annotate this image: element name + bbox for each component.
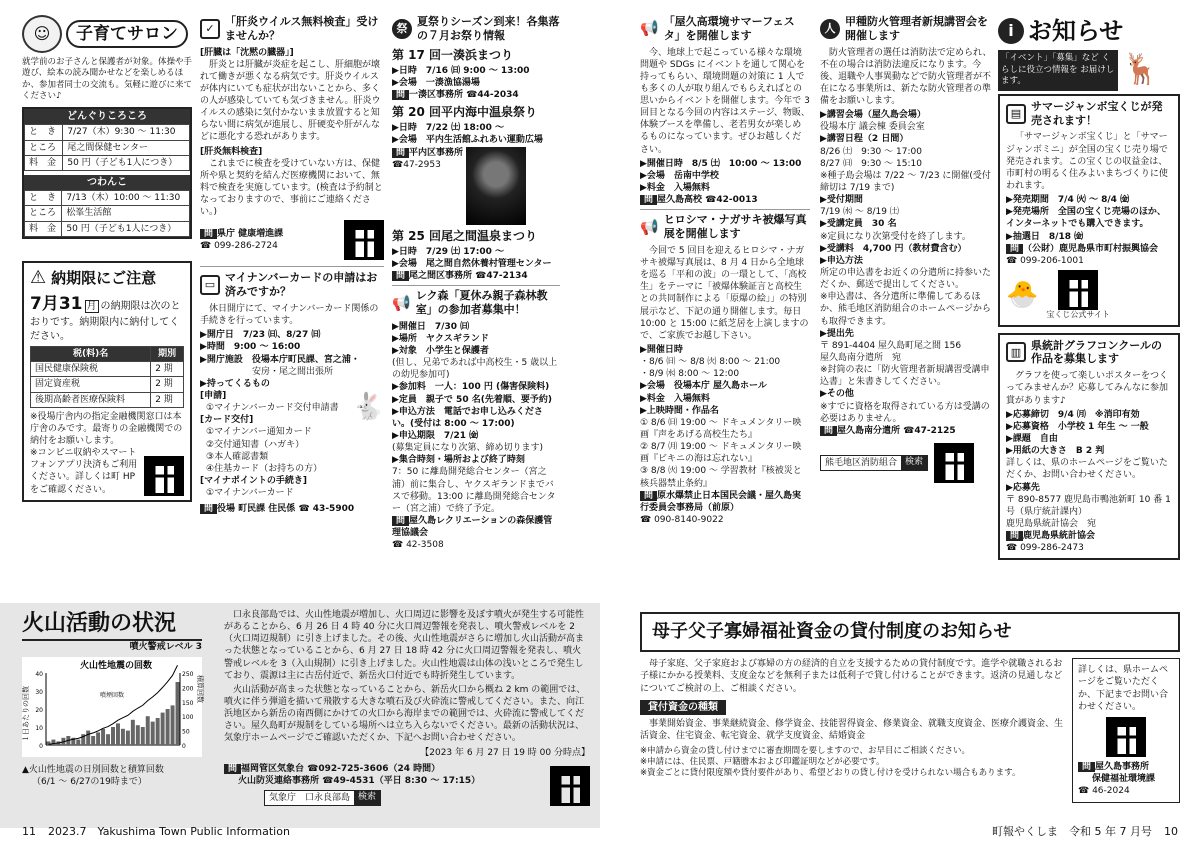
chart-bar (121, 729, 125, 745)
fire-search-text: 熊毛地区消防組合 (825, 457, 898, 468)
graph-title: 県統計グラフコンクールの作品を募集します (1031, 338, 1163, 366)
left-col-2 (200, 15, 384, 600)
fund-section: 母子父子寡婦福祉資金の貸付制度のお知らせ 母子家庭、父子家庭および寡婦の方の経済的自立を支援するための貸付制度です。進学や就職されるお子様にかかる授業料、支度金などを無利子または低利子で貸し付けることができます。返済の見通しなどについてご検討の上、ご相談ください。 貸付資金の種類 事業開始資金、事業継続資金、修学資金、技能習得資金、修業資金、就職支度資金、医療介護資金、生活資金、住宅資金、転宅資金、就学支度資金、結婚資金 ※申請から資金の貸し付けまでに審査期間を要しますので、お早目にご相談ください。 ※申請には、住民票、戸籍謄本および印鑑証明などが必要です。 ※資金ごとに貸付限度額や貸付要件があり、希望どおりの貸し付けを受けられない場合もあります。 詳しくは、県ホームページをご覧いただくか、下記までお問い合わせください。 問 屋久島事務所 保健福祉環境課 ☎ 46-2024 (640, 612, 1180, 822)
table-cell: 固定資産税 (31, 377, 151, 392)
fire-contact: 屋久島南分遣所 (837, 425, 901, 436)
mynum-l3: ▶開庁施設 役場本庁町民課、宮之浦・ (200, 354, 360, 365)
right-col-1 (640, 15, 810, 600)
table-row (25, 155, 190, 170)
y2-tick-label: 0 (182, 742, 186, 750)
list-item: ③ 8/8 ㈫ 19:00 ～ 学習教材『核被災と核兵器禁止条約』 (640, 466, 802, 489)
contact-badge: 問 (200, 504, 217, 514)
news-title: お知らせ (1028, 17, 1124, 45)
y-tick-label: 10 (35, 724, 43, 732)
tax-date: 7月31 (30, 294, 83, 315)
chart-bar (96, 732, 100, 745)
list-item: ※封筒の表に「防火管理者新規講習受講申込書」と朱書きしてください。 (820, 365, 990, 388)
mynum-k2c: ③本人確認書類 (206, 451, 269, 462)
volcano-chart (22, 657, 202, 757)
fund-types: 事業開始資金、事業継続資金、修学資金、技能習得資金、修業資金、就職支度資金、医療介護資金、生活資金、住宅資金、転宅資金、就学支度資金、結婚資金 (640, 719, 1064, 742)
fes-para: 今、地球上で起こっている様々な環境問題や SDGs にイベントを通して関心を持ってもらい、環境問題の対策に 1 人でも多くの人が取り組んでもらえればとの思いからイベントを開催します。今年で 3 回目となる今回の内容はステージ、物販、体験ブースを準備し、老若男女が楽しめるものになっています。ぜひお越しください。 (640, 47, 810, 155)
left-col-3 (392, 15, 560, 600)
tax-deadline-section (22, 261, 192, 502)
list-item: ② 8/7 ㈪ 19:00 ～ ドキュメンタリー映画『ビキニの海は忘れない』 (640, 442, 802, 465)
chart-bar (166, 709, 170, 745)
left-col-1 (22, 15, 192, 600)
list-item: ※申請には、住民票、戸籍謄本および印鑑証明などが必要です。 (640, 756, 885, 767)
table-row (31, 377, 184, 392)
table-cell: 松峯生活館 (62, 206, 190, 221)
hiro-lines (640, 344, 810, 490)
fes-contact: 屋久島高校 (657, 195, 703, 206)
mynum-k1a: ①マイナンバーカード交付申請書 (206, 403, 339, 414)
chart-bar (136, 725, 140, 745)
qr-code[interactable] (144, 456, 184, 496)
right-col-3 (998, 15, 1180, 600)
tax-dow: 月 (86, 301, 97, 313)
list-item: (募集定員になり次第、締め切ります) (392, 443, 544, 454)
list-item: ▶会場 役場本庁 屋久島ホール (640, 381, 767, 392)
volcano-search-text: 気象庁 口永良部島 (269, 792, 351, 803)
matsuri-title: 夏祭りシーズン到来！各集落の７月お祭り情報 (417, 15, 560, 42)
table-cell: 料 金 (25, 155, 63, 170)
fest-3-tel: 47-2134 (486, 271, 528, 282)
search-button[interactable]: 検索 (901, 456, 927, 470)
summer-festa-section: 📢 「屋久高環境サマーフェスタ」を開催します 今、地球上で起こっている様々な環境問題や SDGs にイベントを通して関心を持ってもらい、環境問題の対策に 1 人でも多くの人が取り組んでもらえればとの思いからイベントを開催します。今年で 3 回目となる今回の内容はステージ、物販、体験ブースを準備し、老若男女が楽しめるものになっています。ぜひお越しください。 ▶開催日時 8/5 ㈯ 10:00 ～ 13:00 ▶会場 岳南中学校 ▶料金 入場無料 問 屋久島高校 ☎42-0013 (640, 15, 810, 206)
chart-bar (146, 716, 150, 745)
list-item: ▶提出先 (820, 328, 854, 339)
chart-title: 火山性地震の回数 (80, 660, 153, 671)
table-cell: と き (25, 125, 63, 140)
y2-tick-label: 250 (182, 670, 194, 678)
fire-title: 甲種防火管理者新規講習会を開催します (845, 15, 988, 42)
contact-badge: 問 (392, 90, 409, 100)
hep-para-1: 肝炎とは肝臓が炎症を起こし、肝細胞が壊れて働きが悪くなる病気です。肝炎ウイルスが体内にいても症状が出ないことから、多くの人が感染していても気づきません。肝炎ウイルスの感染に気付かないまま放置すると知らない間に病気が進展し、肝硬変や肝がんなどに悪化する恐れがあります。 (200, 59, 381, 143)
graph-para: グラフを使って楽しいポスターをつくってみませんか？応募してみんなに参加賞があります♪ (1006, 371, 1169, 406)
table-cell: 料 金 (25, 221, 62, 236)
chart-bar (151, 721, 155, 744)
fund-tel: 46-2024 (1092, 786, 1130, 797)
fest-3-date: ▶日時 7/29 ㈯ 17:00 ～ (392, 246, 505, 257)
list-item: ▶定員 親子で 50 名(先着順、要予約) (392, 394, 552, 405)
fes-date: ▶開催日時 8/5 ㈯ 10:00 ～ 13:00 (640, 158, 802, 169)
list-item: 役場本庁 議会棟 委員会室 (820, 122, 925, 133)
list-item: 〒 891-4404 屋久島町尾之間 156 (820, 340, 962, 351)
chart-bar (86, 730, 90, 744)
list-item: ▶開催日時 (640, 344, 683, 355)
fund-notes (640, 746, 1064, 780)
volcano-tel-2: 49-4531（平日 8:30 ～ 17:15） (333, 775, 481, 786)
contact-badge: 問 (200, 229, 217, 239)
y2-tick-label: 150 (182, 699, 194, 707)
y2-tick-label: 100 (182, 714, 194, 722)
megaphone-icon: 📢 (640, 217, 659, 236)
list-item: ※すでに資格を取得されている方は受講の必要はありません。 (820, 401, 990, 424)
fund-contact: 屋久島事務所 (1095, 761, 1150, 772)
chart-bar (141, 727, 145, 745)
jumbo-section: ▤ サマージャンボ宝くじが発売されます！ 「サマージャンボ宝くじ」と「サマージャンボミニ」が全国の宝くじ売り場で発売されます。この宝くじの収益金は、市町村の明るく住みよいまちづくりに使われます。 ▶発売期間 7/4 ㈫ ～ 8/4 ㈮ ▶発売場所 全国の宝くじ売場のほか、インターネットでも購入できます。 ▶抽選日 8/18 ㈮ 問 （公財）鹿児島県市町村振興協会 ☎ 099-206-1001 🐣 宝くじ公式サイト (998, 94, 1180, 327)
list-item: 屋久島南分遣所 宛 (820, 353, 902, 364)
checkbox-icon: ✓ (200, 19, 220, 39)
y2-tick-label: 50 (182, 728, 190, 736)
fest-2-place: ▶会場 平内生活館ふれあい運動広場 (392, 135, 543, 146)
table-cell: 後期高齢者医療保険料 (31, 392, 151, 407)
mynum-title: マイナンバーカードの申請はお済みですか？ (225, 271, 378, 299)
fest-1-contact: 一湊区事務所 (409, 89, 464, 100)
mynum-contact: 役場 町民課 住民係 (217, 504, 296, 515)
volcano-level: 噴火警戒レベル 3 (22, 639, 202, 653)
tax-lead: の納期限は次のとおりです。納期限内に納付してください。 (30, 301, 181, 342)
list-item: 〒 890-8577 鹿児島市鴨池新町 10 番 1 号（県庁統計課内） (1006, 494, 1171, 517)
chart-annotation: 噴煙回数 (100, 691, 125, 699)
list-item: 鹿児島県統計協会 宛 (1006, 518, 1097, 529)
table-cell: 国民健康保険税 (31, 362, 151, 377)
list-item: (但し、兄弟であれば中高校生・5 歳以上の幼児参加可) (392, 358, 558, 381)
table-cell: 50 円（子ども1人につき） (63, 155, 190, 170)
fest-1-tel: 44-2034 (477, 89, 519, 100)
hiro-tel: 090-8140-9022 (654, 514, 724, 525)
table-cell: 7/27（木）9:30 ～ 11:30 (63, 125, 190, 140)
chart-bar (176, 682, 180, 745)
chart-ylabel: １日あたりの回数 (22, 685, 30, 742)
tax-table (30, 346, 184, 408)
volcano-contact-1: 福岡管区気象台 (241, 763, 305, 774)
salon-title: 子育てサロン (66, 20, 188, 49)
list-item: 7：50 に離島開発総合センター（宮之浦）前に集合し、ヤクスギランドまでバスで移動。13:00 に離島開発総合センター（宮之浦）で終了予定。 (392, 467, 556, 514)
list-item: 7/19 ㈬ ～ 8/19 ㈯ (820, 207, 899, 218)
info-icon: i (998, 18, 1024, 44)
phone-icon: ☎ (200, 241, 215, 252)
list-item: ▶その他 (820, 389, 854, 400)
chart-bar (76, 739, 80, 744)
contact-badge: 問 (640, 491, 657, 501)
tax-note-1: ※役場庁舎内の指定金融機関窓口は本庁舎のみです。最寄りの金融機関での納付をお願いします。 (30, 411, 183, 446)
fes-title: 「屋久高環境サマーフェスタ」を開催します (663, 15, 795, 42)
fund-sub: 貸付資金の種類 (640, 700, 726, 716)
chart-bar (131, 720, 135, 745)
lottery-mascot: 🐣 (1006, 279, 1039, 310)
list-item: ・8/6 ㈰ ～ 8/8 ㈫ 8:00 ～ 21:00 (640, 357, 781, 368)
table-cell: 2 期 (151, 377, 184, 392)
tax-title: 納期限にご注意 (51, 268, 157, 287)
table-row (25, 191, 190, 206)
chart-bar (171, 705, 175, 745)
fest-3-contact: 尾之間区事務所 (409, 271, 473, 282)
list-item: ▶講習会場（屋久島会場） (820, 110, 926, 121)
hiro-title: ヒロシマ・ナガサキ被爆写真展を開催します (663, 213, 807, 241)
list-item: ・8/9 ㈬ 8:00 ～ 12:00 (640, 369, 740, 380)
table-cell: 2 期 (151, 362, 184, 377)
list-item: ▶料金 入場無料 (640, 393, 710, 404)
volcano-tel-1: 092-725-3606（24 時間） (318, 763, 441, 774)
list-item: ▶申込方法 (820, 255, 863, 266)
list-item: ▶用紙の大きさ B 2 判 (1006, 446, 1105, 457)
jumbo-qr-label: 宝くじ公式サイト (1046, 309, 1110, 319)
graph-contact: 鹿児島県統計協会 (1023, 531, 1096, 542)
list-item: ▶発売期間 7/4 ㈫ ～ 8/4 ㈮ (1006, 195, 1130, 206)
table-cell: 7/13（木）10:00 ～ 11:30 (62, 191, 190, 206)
table-cell: ところ (25, 140, 63, 155)
contact-badge: 問 (1006, 531, 1023, 541)
fest-1-date: ▶日時 7/16 ㈰ 9:00 ～ 13:00 (392, 65, 530, 76)
mynum-l2: ▶時間 9:00 ～ 16:00 (200, 342, 301, 353)
y-tick-label: 20 (35, 706, 43, 714)
fest-3-name: 第 25 回尾之間温泉まつり (392, 228, 538, 243)
list-item: ▶場所 ヤクスギランド (392, 333, 489, 344)
fire-tel: 47-2125 (914, 425, 956, 436)
right-col-2: 人 甲種防火管理者新規講習会を開催します 防火管理者の選任は消防法で定められ、不在の場合は消防法違反になります。今後、退職や人事異動などで防火管理者が不在になる事業所は、新たな防火管理者の準備をお願いします。 ▶講習会場（屋久島会場） 役場本庁 議会棟 委員会室 ▶講習日程（2 日間） 8/26 ㈯ 9:30 ～ 17:00 8/27 ㈰ 9:30 ～ 15:10 ※種子島会場は 7/22 ～ 7/23 に開催(受付締切は 7/19 まで) ▶受付期間 7/19 ㈬ ～ 8/19 ㈯ ▶受講定員 30 名 ※定員になり次第受付を終了します。 ▶受講料 4,700 円（教材費含む） ▶申込方法 所定の申込書をお近くの分遣所に持参いただくか、郵送で提出してください。 ※申込書は、各分遣所に準備してあるほか、熊毛地区消防組合のホームページからも取得できます。 ▶提出先 〒 891-4404 屋久島町尾之間 156 屋久島南分遣所 宛 ※封筒の表に「防火管理者新規講習受講申込書」と朱書きしてください。 ▶その他 ※すでに資格を取得されている方は受講の必要はありません。 問 屋久島南分遣所 ☎47-2125 熊毛地区消防組合 検索 (820, 15, 992, 600)
contact-badge: 問 (820, 426, 837, 436)
list-item: ※定員になり次第受付を終了します。 (820, 231, 971, 242)
fes-fee: ▶料金 入場無料 (640, 183, 710, 194)
y2-tick-label: 200 (182, 685, 194, 693)
fes-venue: ▶会場 岳南中学校 (640, 170, 719, 181)
qr-code[interactable] (1058, 270, 1098, 310)
contact-badge: 問 (392, 148, 409, 158)
fest-1-place: ▶会場 一湊漁協湯場 (392, 77, 480, 88)
rabbit-illustration: 🐇 (352, 391, 385, 422)
list-item: ▶受付期間 (820, 195, 863, 206)
graph-lines (1006, 409, 1172, 530)
festival-section: 祭 夏祭りシーズン到来！各集落の７月お祭り情報 第 17 回一湊浜まつり ▶日時 7/16 ㈰ 9:00 ～ 13:00 ▶会場 一湊漁協湯場 問 一湊区事務所 ☎44-2034 第 20 回平内海中温泉祭り ▶日時 7/22 ㈯ 18:00 ～ ▶会場 平内生活館ふれあい運動広場 問 平内区事務所 ☎47-2953 第 25 回尾之間温泉まつり ▶日時 7/29 ㈯ 17:00 ～ ▶会場 尾之間自然休養村管理センター 問 尾之間区事務所 ☎47-2134 (392, 15, 560, 282)
hep-sub-2: [肝炎無料検査] (200, 146, 263, 157)
chart-caption: ▲火山性地震の日別回数と積算回数 (22, 764, 164, 775)
list-item: ※種子島会場は 7/22 ～ 7/23 に開催(受付締切は 7/19 まで) (820, 170, 991, 194)
list-item: ▶受講定員 30 名 (820, 219, 897, 230)
phone-icon: ☎ (298, 504, 310, 515)
contact-badge: 問 (1078, 762, 1095, 772)
volcano-section: 火山活動の状況 噴火警戒レベル 3 火山性地震の回数 １日あたりの回数 積算回数 0 10 20 30 40 0 50 100 150 200 250 噴煙回数 ▲火山性地震の日別回数と積算回数 （6/1 ～ 6/27の19時まで） 口永良部島では、火山性地震が増加し、火口周辺に影響を及ぼす噴火が発生する可能性があることから、6 月 26 日 4 時 40 分に火口周辺警報を発表し、噴火警戒レベルを 2（火口周辺規制）に引き上げました。その後、火山性地震がさらに増加し火山活動が高まった状態となっていることから、6 月 27 日 18 時 42 分に火口周辺警報を発表し、噴火警戒レベルを 3（入山規制）に引き上げました。火山性地震は山体の浅いところで発生しており、震源は主に古岳付近で、新岳火口付近でも時折発生しています。 火山活動が高まった状態となっていることから、新岳火口から概ね 2 km の範囲では、噴火に伴う弾道を描いて飛散する大きな噴石及び火砕流に警戒してください。また、向江浜地区から新岳の南西側にかけての火口から海岸までの範囲では、火砕流に警戒してください。屋久島町が規制をしている場所へは立ち入らないでください。最新の活動状況は、気象庁ホームページでご確認いただくか、下記へお問い合わせください。 【2023 年 6 月 27 日 19 時 00 分時点】 問 福岡管区気象台 ☎092-725-3606（24 時間） 火山防災連絡事務所 ☎49-4531（平日 8:30 ～ 17:15） 気象庁 口永良部島 検索 (0, 603, 600, 828)
jumbo-para: 「サマージャンボ宝くじ」と「サマージャンボミニ」が全国の宝くじ売り場で発売されます。この宝くじの収益金は、市町村の明るく住みよいまちづくりに使われます。 (1006, 132, 1168, 191)
mynum-tel: 43-5900 (312, 504, 355, 515)
list-item: ▶受講料 4,700 円（教材費含む） (820, 243, 967, 254)
fire-manager-icon: 人 (820, 19, 840, 39)
mynum-l1: ▶開庁日 7/23 ㈰、8/27 ㈰ (200, 330, 321, 341)
volcano-search-box[interactable] (264, 790, 381, 806)
table-row (25, 140, 190, 155)
list-item: 8/26 ㈯ 9:30 ～ 17:00 (820, 146, 922, 157)
footer-right (992, 825, 1178, 840)
list-item: 8/27 ㈰ 9:30 ～ 15:10 (820, 158, 922, 169)
tsuwa-table (24, 190, 190, 236)
hiro-contact: 原水爆禁止日本国民会議・屋久島実行委員会事務局（前原） (640, 490, 802, 513)
mynum-k3: [マイナポイントの手続き] (200, 475, 308, 486)
search-button[interactable]: 検索 (354, 791, 380, 805)
chart-bar (156, 718, 160, 745)
volcano-contact-2: 火山防災連絡事務所 (238, 775, 320, 786)
list-item: ▶応募先 (1006, 482, 1040, 493)
list-item: ▶開催日 7/30 ㈰ (392, 321, 470, 332)
fest-2-date: ▶日時 7/22 ㈯ 18:00 ～ (392, 123, 505, 134)
chart-bar (101, 729, 105, 745)
volcano-stamp: 【2023 年 6 月 27 日 19 時 00 分時点】 (420, 747, 590, 758)
footer-page-left: 11 (22, 825, 36, 839)
y-tick-label: 40 (35, 670, 43, 678)
fest-2-tel: 47-2953 (403, 159, 441, 170)
chart-bar (126, 730, 130, 744)
mynum-k1: [申請] (200, 390, 227, 401)
chart-bar (161, 712, 165, 744)
rek-title: レク森「夏休み親子森林教室」の参加者募集中！ (415, 289, 548, 316)
hep-para-2: これまでに検査を受けていない方は、保健所や県と契約を結んだ医療機関において、無料で検査を実施しています。(検査は予約制となっておりますので、事前にご連絡ください。) (200, 158, 383, 218)
mynum-k2b: ②交付通知書（ハガキ） (206, 439, 305, 450)
tax-th-term: 期別 (151, 347, 184, 362)
list-item: ▶講習日程（2 日間） (820, 134, 909, 145)
list-item: ※申請から資金の貸し付けまでに審査期間を要しますので、お早目にご相談ください。 (640, 745, 970, 756)
list-item: 詳しくは、県のホームページをご覧いただくか、お問い合わせください。 (1006, 458, 1168, 481)
dongu-name: どんぐりころころ (24, 109, 190, 125)
volcano-para-2: 火山活動が高まった状態となっていることから、新岳火口から概ね 2 km の範囲では、噴火に伴う弾道を描いて飛散する大きな噴石及び火砕流に警戒してください。また、向江浜地区から新岳の南西側にかけての火口から海岸までの範囲では、火砕流に警戒してください。屋久島町が規制をしている場所へは立ち入らないでください。最新の活動状況は、気象庁ホームページでご確認いただくか、下記へお問い合わせください。 (224, 684, 586, 744)
mynum-k2a: ①マイナンバー通知カード (206, 427, 312, 438)
table-row (31, 362, 184, 377)
salon-intro: 就学前のお子さんと保護者が対象。体操や手遊び、絵本の読み聞かせなどを楽しめるほか、参加者同士の交流も。気軽に遊びに来てください♪ (22, 57, 193, 102)
table-row (25, 221, 190, 236)
list-item: ▶課題 自由 (1006, 433, 1058, 444)
fund-more: 詳しくは、県ホームページをご覧いただくか、下記までお問い合わせください。 (1078, 665, 1169, 712)
contact-badge: 問 (392, 271, 409, 281)
fire-lines (820, 109, 992, 425)
rek-tel: 42-3508 (406, 540, 444, 551)
volcano-title: 火山活動の状況 (22, 611, 177, 636)
table-row (25, 206, 190, 221)
festival-icon: 祭 (392, 19, 412, 39)
card-icon: ▭ (200, 275, 220, 295)
hiro-para: 今回で 5 回目を迎えるヒロシマ・ナガサキ被爆写真展は、8 月 4 日から全地球を巡る「平和の波」の一環として、「高校生」をテーマに「被爆体験証言と高校生との共同制作による「原爆の絵」」の特別展示など、下記の通り開催します。毎日 10:00 と 15:00 に紙芝居を上演しますので、ご家族でお越し下さい。 (640, 245, 809, 341)
list-item: ▶応募締切 9/4 ㈪ ※消印有効 (1006, 409, 1140, 420)
hepatitis-section (200, 15, 384, 260)
list-item: ※申込書は、各分遣所に準備してあるほか、熊毛地区消防組合のホームページからも取得できます。 (820, 292, 991, 327)
megaphone-icon: 📢 (640, 19, 659, 38)
qr-code[interactable] (1106, 717, 1146, 757)
table-cell: 尾之間保健センター (63, 140, 190, 155)
baby-illustration: ☺ (22, 15, 62, 53)
festival-poster (466, 147, 526, 225)
list-item: ▶抽選日 8/18 ㈮ (1006, 231, 1084, 242)
forest-class-section: 📢 レク森「夏休み親子森林教室」の参加者募集中！ ▶開催日 7/30 ㈰ ▶場所 ヤクスギランド ▶対象 小学生と保護者 (但し、兄弟であれば中高校生・5 歳以上の幼児参加可) ▶参加料 一人：100 円 (傷害保険料) ▶定員 親子で 50 名(先着順、要予約) ▶申込方法 電話でお申し込みください。(受付は 8:00 ～ 17:00) ▶申込期限 7/21 ㈮ (募集定員になり次第、締め切ります) ▶集合時刻・場所および終了時刻 7：50 に離島開発総合センター（宮之浦）前に集合し、ヤクスギランドまでバスで移動。13:00 に離島開発総合センター（宮之浦）で終了予定。 問 屋久島レクリエーションの森保護管理協議会 ☎ 42-3508 (392, 285, 560, 551)
fund-title: 母子父子寡婦福祉資金の貸付制度のお知らせ (640, 612, 1180, 652)
table-cell: 2 期 (151, 392, 184, 407)
tax-note-2: ※コンビニ収納やスマートフォンアプリ決済もご利用ください。詳しくは町 HP をご確認ください。 (30, 448, 138, 495)
qr-code[interactable] (550, 766, 590, 806)
hep-title: 「肝炎ウイルス無料検査」受けませんか？ (225, 15, 379, 42)
list-item: ▶発売場所 全国の宝くじ売場のほか、インターネットでも購入できます。 (1006, 207, 1166, 230)
list-item: ▶対象 小学生と保護者 (392, 345, 489, 356)
table-row (25, 125, 190, 140)
hep-tel: 099-286-2724 (214, 241, 278, 252)
qr-code[interactable] (344, 220, 384, 260)
fest-1-name: 第 17 回一湊浜まつり (392, 47, 514, 62)
rek-lines (392, 321, 560, 515)
chart-bar (91, 736, 95, 745)
megaphone-icon: 📢 (392, 293, 411, 312)
jumbo-contact: （公財）鹿児島県市町村振興協会 (1023, 243, 1159, 254)
list-item: ※資金ごとに貸付限度額や貸付要件があり、希望どおりの貸し付けを受けられない場合もあります。 (640, 768, 1021, 779)
graph-contest-section: ▥ 県統計グラフコンクールの作品を募集します グラフを使って楽しいポスターをつくってみませんか？応募してみんなに参加賞があります♪ ▶応募締切 9/4 ㈪ ※消印有効 ▶応募資格 小学校 1 年生 ～ 一般 ▶課題 自由 ▶用紙の大きさ B 2 判 詳しくは、県のホームページをご覧いただくか、お問い合わせください。 ▶応募先 〒 890-8577 鹿児島市鴨池新町 10 番 1 号（県庁統計課内） 鹿児島県統計協会 宛 問 鹿児島県統計協会 ☎ 099-286-2473 (998, 333, 1180, 561)
qr-code[interactable] (934, 443, 974, 483)
child-salon-section (22, 15, 192, 239)
y-tick-label: 0 (39, 742, 43, 750)
tsuwa-name: つわんこ (24, 175, 190, 191)
contact-badge: 問 (1006, 244, 1023, 254)
jumbo-tel: 099-206-1001 (1020, 255, 1084, 266)
tax-th-name: 税(料)名 (31, 347, 151, 362)
graph-tel: 099-286-2473 (1020, 543, 1084, 554)
contact-badge: 問 (640, 195, 657, 205)
warning-icon: ⚠ (30, 266, 47, 288)
mynum-k2: [カード交付] (200, 415, 254, 426)
hep-sub-1: [肝臓は「沈黙の臓器」] (200, 47, 294, 58)
mynum-l4: ▶持ってくるもの (200, 378, 270, 389)
ticket-icon: ▤ (1006, 104, 1026, 124)
fund-para: 母子家庭、父子家庭および寡婦の方の経済的自立を支援するための貸付制度です。進学や就職されるお子様にかかる授業料、支度金などを無利子または低利子で貸し付けることができます。返済の見通しなどについてご検討の上、ご相談ください。 (640, 659, 1063, 694)
fest-3-place: ▶会場 尾之間自然休養村管理センター (392, 258, 552, 269)
mynumber-section (200, 266, 384, 515)
deer-mascot: 🦌 (1122, 52, 1160, 88)
list-item: ▶上映時間・作品名 (640, 405, 719, 416)
contact-badge: 問 (224, 764, 241, 774)
fund-contact-2: 保健福祉環境課 (1092, 774, 1156, 784)
list-item: ▶集合時刻・場所および終了時刻 (392, 455, 525, 466)
jumbo-title: サマージャンボ宝くじが発売されます！ (1031, 99, 1163, 127)
news-desc: 「イベント」「募集」など くらしに役立つ情報を お届けします。 (998, 50, 1118, 90)
atomic-photo-section: 📢 ヒロシマ・ナガサキ被爆写真展を開催します 今回で 5 回目を迎えるヒロシマ・ナガサキ被爆写真展は、8 月 4 日から全地球を巡る「平和の波」の一環として、「高校生」をテーマに「被爆体験証言と高校生との共同制作による「原爆の絵」」の特別展示など、下記の通り開催します。毎日 10:00 と 15:00 に紙芝居を上演しますので、ご家族でお越し下さい。 ▶開催日時 ・8/6 ㈰ ～ 8/8 ㈫ 8:00 ～ 21:00 ・8/9 ㈬ 8:00 ～ 12:00 ▶会場 役場本庁 屋久島ホール ▶料金 入場無料 ▶上映時間・作品名 ① 8/6 ㈰ 19:00 ～ ドキュメンタリー映画『声をあげる高校生たち』 ② 8/7 ㈪ 19:00 ～ ドキュメンタリー映画『ビキニの海は忘れない』 ③ 8/8 ㈫ 19:00 ～ 学習教材『核被災と核兵器禁止条約』 問 原水爆禁止日本国民会議・屋久島実行委員会事務局（前原） ☎ 090-8140-9022 (640, 209, 810, 526)
fire-para: 防火管理者の選任は消防法で定められ、不在の場合は消防法違反になります。今後、退職や人事異動などで防火管理者が不在になる事業所は、新たな防火管理者の準備をお願いします。 (820, 47, 992, 107)
chart-bar (111, 727, 115, 745)
footer-right-text: 町報やくしま 令和 5 年 7 月号 (992, 825, 1152, 839)
footer-page-right: 10 (1164, 825, 1178, 839)
mynum-para: 休日開庁にて、マイナンバーカード関係の手続きを行っています。 (200, 303, 379, 327)
table-cell: ところ (25, 206, 62, 221)
mynum-k2d: ④住基カード（お持ちの方） (206, 463, 323, 474)
mynum-k3a: ①マイナンバーカード (206, 488, 294, 499)
fire-search-box[interactable] (820, 455, 928, 471)
fes-tel: 42-0013 (716, 195, 758, 206)
dongu-table (24, 124, 190, 170)
list-item: 所定の申込書をお近くの分遣所に持参いただくか、郵送で提出してください。 (820, 268, 992, 291)
table-cell: と き (25, 191, 62, 206)
fest-2-contact: 平内区事務所 (409, 147, 464, 158)
rek-contact: 屋久島レクリエーションの森保護管理協議会 (392, 515, 553, 539)
chart-y2label: 積算回数 (196, 674, 204, 703)
hep-contact: 県庁 健康増進課 (217, 229, 284, 240)
list-item: ▶参加料 一人：100 円 (傷害保険料) (392, 382, 550, 393)
volcano-para-1: 口永良部島では、火山性地震が増加し、火口周辺に影響を及ぼす噴火が発生する可能性があることから、6 月 26 日 4 時 40 分に火口周辺警報を発表し、噴火警戒レベルを 2（火口周辺規制）に引き上げました。その後、火山性地震がさらに増加し火山活動が高まった状態となっていることから、6 月 27 日 18 時 42 分に火口周辺警報を発表し、噴火警戒レベルを 3（入山規制）に引き上げました。火山性地震は山体の浅いところで発生しており、震源は主に古岳付近で、新岳火口付近でも時折発生しています。 (224, 610, 585, 681)
table-cell: 50 円（子ども1人につき） (62, 221, 190, 236)
chart-icon: ▥ (1006, 342, 1026, 362)
list-item: ▶応募資格 小学校 1 年生 ～ 一般 (1006, 421, 1149, 432)
jumbo-lines (1006, 194, 1172, 243)
chart-caption-2: （6/1 ～ 6/27の19時まで） (32, 777, 147, 788)
mynum-l3b: 安房・尾之間出張所 (252, 366, 334, 377)
chart-bar (106, 734, 110, 745)
contact-badge: 問 (392, 516, 409, 526)
table-row (31, 392, 184, 407)
y-tick-label: 30 (35, 688, 43, 696)
footer-left-text: 2023.7 Yakushima Town Public Information (48, 825, 290, 839)
footer-left (22, 825, 290, 840)
fest-2-name: 第 20 回平内海中温泉祭り (392, 105, 538, 120)
list-item: ▶申込方法 電話でお申し込みください。(受付は 8:00 ～ 17:00) (392, 406, 543, 429)
chart-bar (116, 723, 120, 745)
list-item: ▶申込期限 7/21 ㈮ (392, 430, 479, 441)
list-item: ① 8/6 ㈰ 19:00 ～ ドキュメンタリー映画『声をあげる高校生たち』 (640, 417, 802, 440)
